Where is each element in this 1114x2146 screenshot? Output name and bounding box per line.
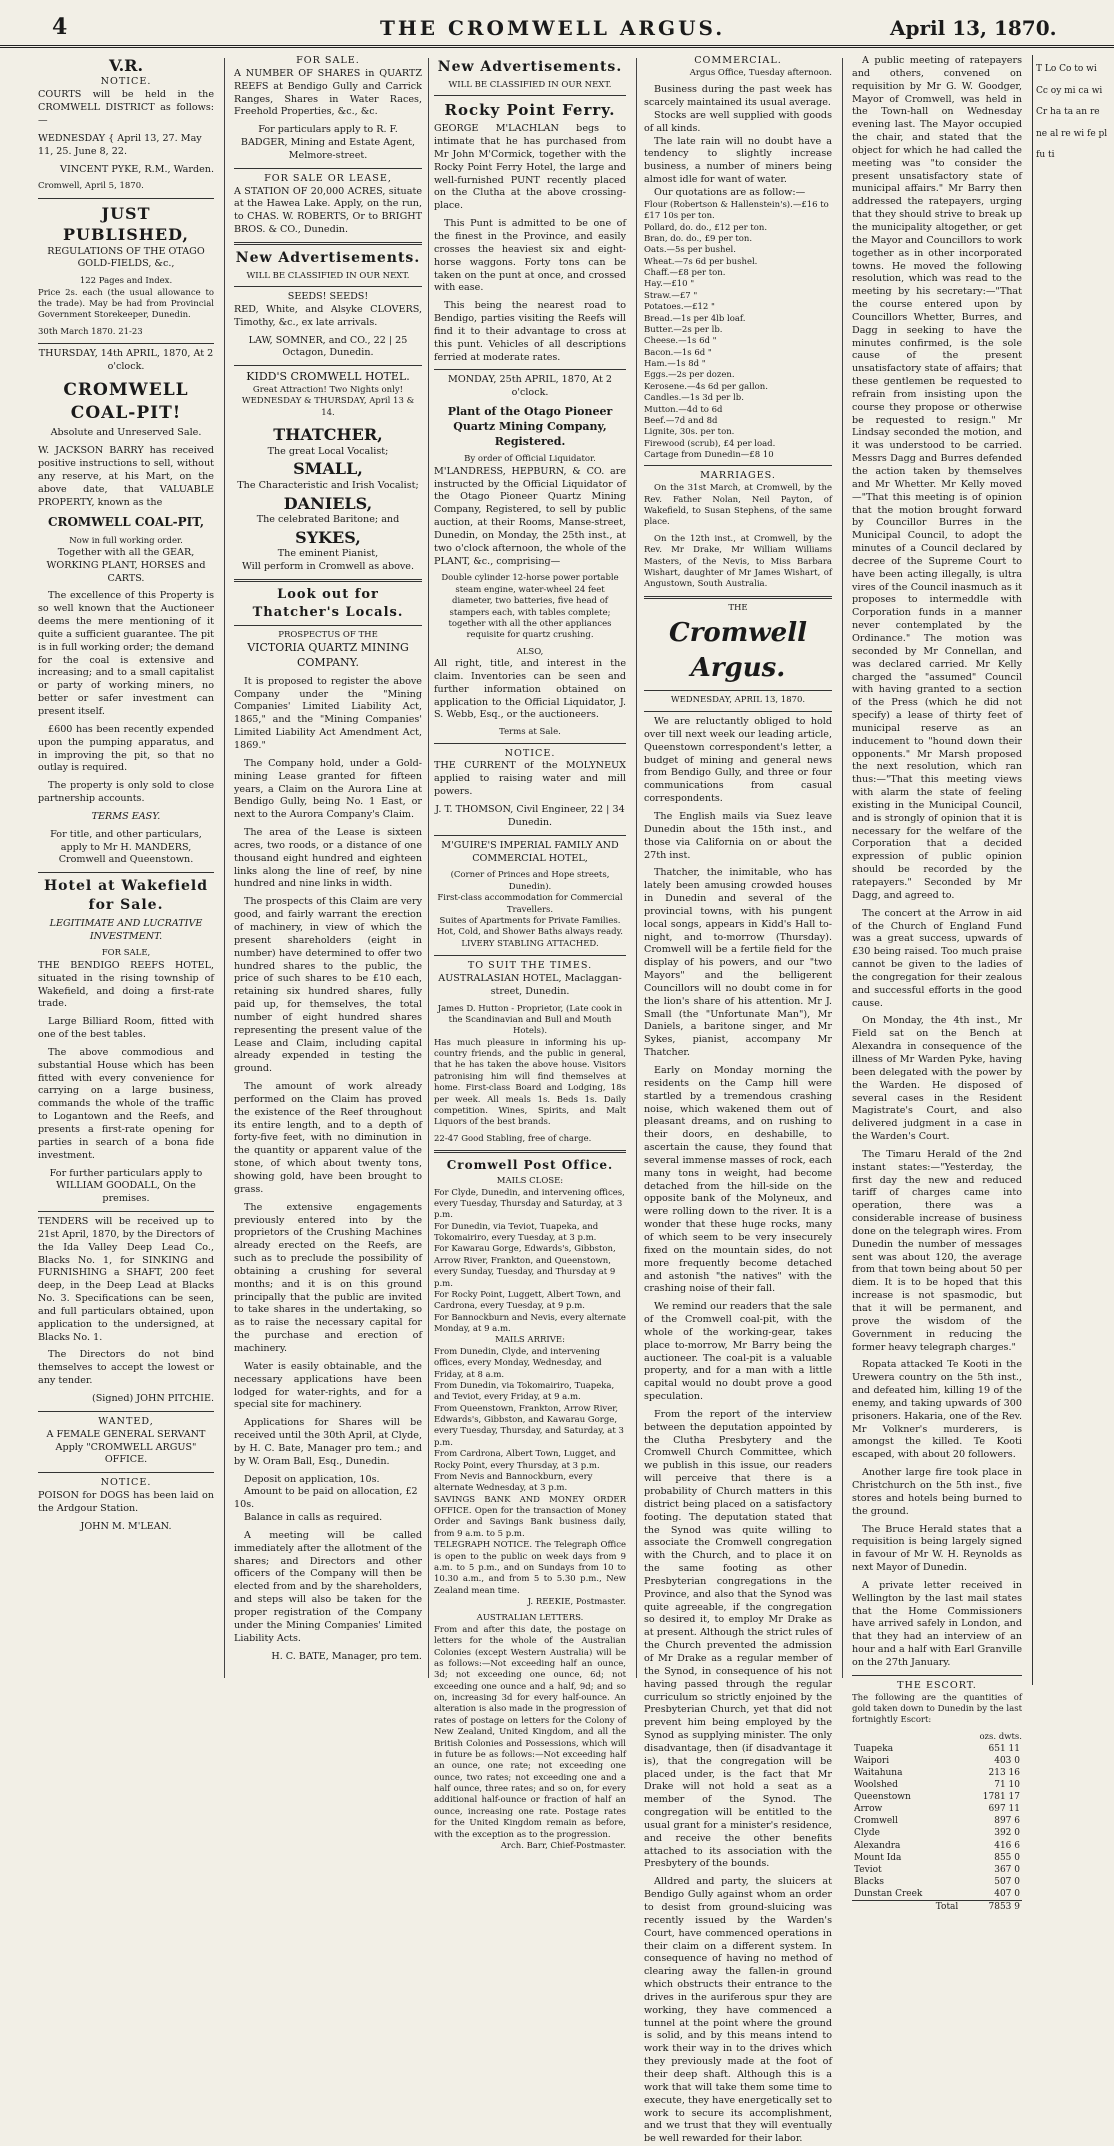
seeds-heading: SEEDS! SEEDS! <box>287 291 369 303</box>
editorial-p7: Alldred and party, the sluicers at Bendigo Gully against whom an order to desist from ground-sluicing was recently issued by the Warden's Court, have commenced operations in their claim on a different system. In consequence of having no method of clearing away the fallen-in ground which obstructs their entrance to the drives in the auriferous spur they are working, they have commenced a tunnel at the point where the ground is solid, and by this means intend to work their way in to the drives which they previously made at the foot of their deep shaft. Although this is a work that will take them some time to execute, they have energetically set to work to secure its accomplishment, and we trust that they will eventually be well rewarded for their labor. <box>644 1876 832 2145</box>
table-row: Woolshed 71 10 <box>854 1780 1020 1791</box>
editorial-p4: Early on Monday morning the residents on the Camp hill were startled by a tremendous crashing noise, which wakened them out of pleasant dreams, and on rushing to their doors, en deshabille, to ascertain the cause, they found that several immense masses of rock, each many tons in weight, had become detached from the hill-side on the opposite bank of the Molyneux, and were rolling down to the river. It is a wonder that these huge rocks, many of which seem to be very insecurely fixed on the mountain sides, do not more frequently become detached and astonish "the natives" with the crashing noise of their fall. <box>644 1065 832 1295</box>
meeting-text: A meeting will be called immediately after the allotment of the shares; and Directors and other officers of the Company will then be elected from and by the shareholders, and steps will also be taken for the proper registration of the Company under the Mining Companies' Limited Liability Acts. <box>234 1529 422 1644</box>
commercial-heading: COMMERCIAL. <box>694 55 782 66</box>
warden-signature: VINCENT PYKE, R.M., Warden. <box>60 163 214 175</box>
australasian-hotel: AUSTRALASIAN HOTEL, Maclaggan-street, Dunedin. <box>438 972 622 997</box>
also-label: ALSO, <box>516 646 544 657</box>
columns <box>0 55 1114 2145</box>
classified-note: WILL BE CLASSIFIED IN OUR NEXT. <box>448 79 612 90</box>
column-4 <box>640 55 836 2145</box>
sykes-desc: The eminent Pianist, <box>277 548 379 560</box>
mguires-hotel: M'GUIRE'S IMPERIAL FAMILY AND COMMERCIAL HOTEL, <box>441 839 619 864</box>
price-item: Butter.—2s per lb. <box>644 324 723 335</box>
mail-arrive-4: From Cardrona, Albert Town, Lugget, and Rocky Point, every Thursday, at 3 p.m. <box>434 1449 616 1471</box>
table-row: Queenstown 1781 17 <box>854 1792 1020 1803</box>
billiard-room: Large Billiard Room, fitted with one of the best tables. <box>38 1016 214 1041</box>
column-1 <box>34 55 218 1680</box>
mail-close-2: For Dunedin, via Teviot, Tuapeka, and Tokomairiro, every Tuesday, at 3 p.m. <box>434 1221 599 1243</box>
mlachlan-notice: GEORGE M'LACHLAN begs to intimate that he has purchased from Mr John M'Cormick, together with the Rocky Point Ferry Hotel, the large and well-furnished PUNT recently placed on the Clutha at the above crossing-place. <box>434 123 626 212</box>
shares-ad: A NUMBER OF SHARES in QUARTZ REEFS at Bendigo Gully and Carrick Ranges, Shares in Water Races, Freehold Properties, &c., &c. <box>234 67 422 118</box>
mlean-signature: JOHN M. M'LEAN. <box>80 1520 172 1532</box>
table-row: Waipori 403 0 <box>854 1756 1020 1767</box>
kidds-hotel-heading: KIDD'S CROMWELL HOTEL. <box>246 370 410 384</box>
stabling-note: 22-47 Good Stabling, free of charge. <box>434 1133 592 1144</box>
law-somner: LAW, SOMNER, and CO., 22 | 25 Octagon, Dunedin. <box>248 334 408 359</box>
published-heading: JUST PUBLISHED, <box>63 203 189 245</box>
price-item: Flour (Robertson & Hallenstein's).—£16 to £17 10s per ton. <box>644 199 829 222</box>
badger-apply: For particulars apply to R. F. BADGER, Mining and Estate Agent, Melmore-street. <box>240 124 416 161</box>
wanted-heading: WANTED, <box>98 1415 154 1427</box>
table-row: Dunstan Creek 407 0 <box>854 1888 1020 1899</box>
price-note: Price 2s. each (the usual allowance to the trade). May be had from Provincial Government Storekeeper, Dunedin. <box>38 287 214 321</box>
price-item: Bran, do. do., £9 per ton. <box>644 233 753 244</box>
editorial-p2: The English mails via Suez leave Dunedin about the 15th inst., and those via California on or about the 27th inst. <box>644 810 832 861</box>
marriage-1: On the 31st March, at Cromwell, by the Rev. Father Nolan, Neil Payton, of Wakefield, to Susan Stephens, of the same place. <box>644 483 832 528</box>
mails-close-label: MAILS CLOSE: <box>496 1176 564 1187</box>
escort-table <box>852 1743 1022 1913</box>
thomson-signature: J. T. THOMSON, Civil Engineer, 22 | 34 Dunedin. <box>435 804 625 828</box>
table-row: Alexandra 416 6 <box>854 1840 1020 1851</box>
partnership-text: The property is only sold to close partnership accounts. <box>38 780 214 805</box>
pounds-text: £600 has been recently expended upon the pumping apparatus, and in improving the pit, so that no outlay is required. <box>38 723 214 774</box>
performance-dates: WEDNESDAY & THURSDAY, April 13 & 14. <box>241 396 415 418</box>
cut-off-text: T Lo Co to wi Cc oy mi ca wi Cr ha ta an re ne al re wi fe pl fu ti <box>1036 64 1108 161</box>
ratepayers-meeting: A public meeting of ratepayers and others, convened on requisition by Mr G. W. Goodger, Mayor of Cromwell, was held in the Town-hall on Wednesday evening last. The Mayor occupied the chair, and stated that the object for which he had called the meeting was "to consider the present unsatisfactory state of municipal affairs." Mr Barry then addressed the ratepayers, urging that they should strive to break up the municipality altogether, or get the Mayor and Councillors to work together as in other incorporated towns. He moved the following resolution, which was read to the meeting by his secretary:—"That the course entered upon by Councillors Whetter, Burres, and Dagg in seeking to have the minutes confirmed, is the sole cause of the present unsatisfactory state of affairs; that these gentlemen be requested to refrain from insisting upon the course they propose or otherwise be requested to resign." Mr Lindsay seconded the motion, and it was understood to be carried. Messrs Dagg and Burres defended the action taken by themselves and Mr Whetter. Mr Kelly moved—"That this meeting is of opinion that the motion brought forward by Councillor Burres in the Municipal Council, to adopt the minutes of a Council declared by decree of the Supreme Court to have been acting illegally, is ultra vires of the Council inasmuch as it proposes to intermeddle with Corporation funds in a manner never contemplated by the Ordinance." The motion was seconded by Mr Connellan, and was declared carried. Mr Kelly charged the "assumed" Council with having granted to a section of the Press (which he did not specify) a lease of thirty feet of municipal reserve as an inducement to "hound down their opponents." Mr Marsh proposed the next resolution, which ran thus:—"That this meeting views with alarm the state of feeling existing in the Municipal Council, and is strongly of opinion that it is necessary for the welfare of the Corporation that a decided expression of public opinion should be recorded by the ratepayers." Seconded by Mr Dagg, and agreed to. <box>852 55 1022 901</box>
hutton-notice: Has much pleasure in informing his up-country friends, and the public in general, that he has taken the above house. Visitors patronising him will find themselves at home. First-class Board and Lodging, 18s per week. All meals 1s. Beds 1s. Daily competition. Wines, Spirits, and Malt Liquors of the best brands. <box>434 1037 626 1128</box>
daniels-desc: The celebrated Baritone; and <box>256 514 400 526</box>
terms-sale: Terms at Sale. <box>499 727 561 738</box>
liquidator-order: By order of Official Liquidator. <box>464 454 596 465</box>
argus-office: Argus Office, Tuesday afternoon. <box>689 67 832 78</box>
tenders-notice: TENDERS will be received up to 21st April, 1870, by the Directors of the Ida Valley Deep Lead Co., Blacks No. 1, for SINKING and FURNISHING a SHAFT, 200 feet deep, in the Deep Lead at Blacks No. 3. Specifications can be seen, and full particulars obtained, upon application to the undersigned, at Blacks No. 1. <box>38 1216 214 1343</box>
mail-close-4: For Rocky Point, Luggett, Albert Town, and Cardrona, every Tuesday, at 9 p.m. <box>434 1289 621 1312</box>
auction-date: MONDAY, 25th APRIL, 1870, At 2 o'clock. <box>448 374 612 399</box>
bendigo-hotel: THE BENDIGO REEFS HOTEL, situated in the rising township of Wakefield, and doing a first-rate trade. <box>38 959 214 1010</box>
price-date: 30th March 1870. 21-23 <box>38 326 143 337</box>
punt-text: This Punt is admitted to be one of the finest in the Province, and easily crosses the heaviest six and eight-horse waggons. Forty tons can be taken on the punt at once, and crossed with ease. <box>434 218 626 294</box>
regulations-title: REGULATIONS OF THE OTAGO GOLD-FIELDS, &c., <box>47 245 205 270</box>
price-item: Bread.—1s per 4lb loaf. <box>644 313 746 324</box>
christchurch-fire: Another large fire took place in Christchurch on the 5th inst., five stores and hotels being burned to the ground. <box>852 1467 1022 1517</box>
prospectus-p4: The prospects of this Claim are very good, and fairly warrant the erection of machinery, in view of which the present shareholders (eight in number) have determined to offer two hundred shares to the public, the price of such shares to be £10 each, retaining six hundred shares, fully paid up, for themselves, the total number of eight hundred shares representing the present value of the Lease and Claim, including capital already expended in testing the ground. <box>234 896 422 1075</box>
coalpit-heading: CROMWELL COAL-PIT! <box>63 379 189 423</box>
daniels-name: DANIELS, <box>283 493 373 513</box>
small-name: SMALL, <box>293 459 363 479</box>
new-advertisements-heading: New Advertisements. <box>437 59 623 75</box>
column-5 <box>848 55 1026 1912</box>
australian-letters: From and after this date, the postage on letters for the whole of the Australian Colonies (except Western Australia) will be as follows:—Not exceeding half an ounce, 3d; not exceeding one ounce, 6d; not exceeding one ounce and a half, 9d; and so on, increasing 3d for every half-ounce. An alteration is also made in the progression of rates of postage on letters for the Colony of New Zealand, United Kingdom, and all the British Colonies and Possessions, which will in future be as follows:—Not exceeding half an ounce, one rate; not exceeding one ounce, two rates; not exceeding one and a half ounce, three rates; and so on, for every additional half-ounce or fraction of half an ounce, increasing one rate. Postage rates for the United Kingdom remain as before, with the exception as to the progression. <box>434 1624 626 1840</box>
hotel-heading: Hotel at Wakefield for Sale. <box>43 878 209 914</box>
small-desc: The Characteristic and Irish Vocalist; <box>237 479 419 491</box>
commercial-stocks: Stocks are well supplied with goods of all kinds. <box>644 109 832 134</box>
editorial-masthead: Cromwell Argus. <box>669 618 807 683</box>
amount-line: Amount to be paid on allocation, £2 10s. <box>234 1486 418 1511</box>
commercial-business: Business during the past week has scarcely maintained its usual average. <box>644 84 832 109</box>
clovers-ad: RED, White, and Alsyke CLOVERS, Timothy, &c., ex late arrivals. <box>234 303 422 328</box>
mail-close-5: For Bannockburn and Nevis, every alternate Monday, at 9 a.m. <box>434 1312 626 1334</box>
hotel-corner: (Corner of Princes and Hope streets, Dunedin). <box>450 870 610 892</box>
station-ad: A STATION OF 20,000 ACRES, situate at the Hawea Lake. Apply, on the run, to CHAS. W. ROBERTS, Or to BRIGHT BROS. & CO., Dunedin. <box>234 185 422 236</box>
editorial-p5: We remind our readers that the sale of the Cromwell coal-pit, with the whole of the working-gear, takes place to-morrow, Mr Barry being the auctioneer. The coal-pit is a valuable property, and for a man with a little capital would no doubt prove a good speculation. <box>644 1301 832 1403</box>
classified-note: WILL BE CLASSIFIED IN OUR NEXT. <box>246 270 410 281</box>
table-row: Mount Ida 855 0 <box>854 1852 1020 1863</box>
table-row: Teviot 367 0 <box>854 1864 1020 1875</box>
right-title: All right, title, and interest in the claim. Inventories can be seen and further information obtained on application to the Official Liquidator, J. S. Webb, Esq., or the auctioneers. <box>434 658 626 721</box>
price-item: Wheat.—7s 6d per bushel. <box>644 256 758 267</box>
barr-signature: Arch. Barr, Chief-Postmaster. <box>500 1840 626 1851</box>
price-item: Oats.—5s per bushel. <box>644 245 736 256</box>
courts-notice: COURTS will be held in the CROMWELL DISTRICT as follows:— <box>38 89 214 126</box>
hutton-proprietor: James D. Hutton - Proprietor, (Late cook in the Scandinavian and Bull and Mouth Hotels). <box>437 1003 623 1037</box>
post-office-heading: Cromwell Post Office. <box>446 1158 614 1173</box>
landress-notice: M'LANDRESS, HEPBURN, & CO. are instructed by the Official Liquidator of the Otago Pioneer Quartz Mining Company, Registered, to sell by public auction, at their Rooms, Manse-street, Dunedin, on Monday, the 25th inst., at two o'clock afternoon, the whole of the PLANT, &c., comprising— <box>434 465 626 567</box>
escort-heading: THE ESCORT. <box>897 1679 977 1691</box>
reekie-signature: J. REEKIE, Postmaster. <box>527 1597 626 1607</box>
sale-date: THURSDAY, 14th APRIL, 1870, At 2 o'clock. <box>38 348 214 372</box>
table-row: Waitahuna 213 16 <box>854 1768 1020 1779</box>
price-item: Chaff.—£8 per ton. <box>644 268 726 279</box>
column-3 <box>430 55 630 1851</box>
price-item: Cartage from Dunedin—£8 10 <box>644 450 774 461</box>
pitchie-signature: (Signed) JOHN PITCHIE. <box>91 1393 214 1405</box>
mail-arrive-5: From Nevis and Bannockburn, every alternate Wednesday, at 3 p.m. <box>434 1471 593 1494</box>
escort-unit: ozs. dwts. <box>979 1731 1022 1742</box>
price-item: Beef.—7d and 8d <box>644 415 718 426</box>
new-advertisements-heading: New Advertisements. <box>235 249 421 266</box>
thatcher-name: THATCHER, <box>273 425 383 445</box>
gear-note: Together with all the GEAR, WORKING PLANT, HORSES and CARTS. <box>46 546 206 584</box>
prospectus-p5: The amount of work already performed on the Claim has proved the existence of the Reef throughout its entire length, and to a depth of forty-five feet, with no diminution in the quantity or apparent value of the stone, of which about twenty tons, showing gold, have been brought to grass. <box>234 1081 422 1195</box>
commodious-house: The above commodious and substantial House which has been fitted with every convenience for carrying on a large business, commands the whole of the traffic to Logantown and the Reefs, and presents a first-rate opening for parties in search of a bona fide investment. <box>38 1046 214 1161</box>
bruce-herald: The Bruce Herald states that a requisition is being largely signed in favour of Mr W. H. Reynolds as next Mayor of Dunedin. <box>852 1523 1022 1574</box>
notice2-heading: NOTICE. <box>100 1477 152 1489</box>
forsale-heading: FOR SALE. <box>296 55 360 66</box>
mail-close-3: For Kawarau Gorge, Edwards's, Gibbston, Arrow River, Frankton, and Queenstown, every Sunday, Tuesday, and Thursday at 9 p.m. <box>434 1244 616 1289</box>
royal-cipher: V.R. <box>108 56 144 75</box>
table-row: Arrow 697 11 <box>854 1804 1020 1815</box>
prospectus-p2: The Company hold, under a Gold-mining Lease granted for fifteen years, a Claim on the Aurora Line at Bendigo Gully, being No. 1 East, or next to the Aurora Company's Claim. <box>234 757 422 821</box>
price-item: Lignite, 30s. per ton. <box>644 427 735 438</box>
table-row: Clyde 392 0 <box>854 1828 1020 1839</box>
price-item: Eggs.—2s per dozen. <box>644 370 735 381</box>
notice-heading: NOTICE. <box>100 76 152 88</box>
mails-arrive-label: MAILS ARRIVE: <box>495 1335 565 1346</box>
the-label: THE <box>728 602 748 613</box>
working-order: Now in full working order. <box>69 535 183 546</box>
editorial-p3: Thatcher, the inimitable, who has lately been amusing crowded houses in Dunedin and several of the provincial towns, with his pungent local songs, appears in Kidd's Hall to-night, and to-morrow (Thursday). Cromwell will be a fertile field for the display of his powers, and our "two Mayors" and the belligerent Councillors will no doubt come in for the lion's share of his attention. Mr J. Small (the "Unfortunate Man"), Mr Daniels, a baritone singer, and Mr Sykes, pianist, accompany Mr Thatcher. <box>644 867 832 1059</box>
issue-date: April 13, 1870. <box>890 16 1057 40</box>
pages-note: 122 Pages and Index. <box>79 276 173 287</box>
prospectus-p7: Water is easily obtainable, and the necessary applications have been lodged for water-rights, and for a special site for machinery. <box>234 1360 422 1411</box>
price-item: Ham.—1s 8d " <box>644 359 706 370</box>
marriage-2: On the 12th inst., at Cromwell, by the Rev. Mr Drake, Mr William Williams Masters, of the Nevis, to Miss Barbara Wishart, daughter of Mr James Wishart, of Angustown, South Australia. <box>644 533 832 590</box>
editorial-p1: We are reluctantly obliged to hold over till next week our leading article, Queenstown correspondent's letter, a budget of mining and general news from Bendigo Gully, and three or four communications from casual correspondents. <box>644 716 832 805</box>
price-item: Candles.—1s 3d per lb. <box>644 393 744 404</box>
prospectus-p8: Applications for Shares will be received until the 30th April, at Clyde, by H. C. Bate, Manager pro tem.; and by W. Oram Ball, Esq., Dunedin. <box>234 1417 422 1467</box>
page-number: 4 <box>52 14 68 40</box>
victoria-company: VICTORIA QUARTZ MINING COMPANY. <box>247 641 409 670</box>
suites-note: Suites of Apartments for Private Families. <box>439 915 621 926</box>
price-item: Bacon.—1s 6d " <box>644 347 712 358</box>
excellence-text: The excellence of this Property is so well known that the Auctioneer deems the mere mentioning of it quite a sufficient guarantee. The pit is in full working order; the demand for the coal is extensive and increasing; and to a small capitalist or party of working miners, no better or safer investment can present itself. <box>38 590 214 718</box>
prospectus-p6: The extensive engagements previously entered into by the proprietors of the Crushing Machines already erected on the Reefs, are such as to preclude the possibility of obtaining a crushing for several months; and it is on this ground principally that the public are invited to take shares in the undertaking, so as to raise the necessary capital for the purchase and erection of machinery. <box>234 1201 422 1354</box>
rocky-point-heading: Rocky Point Ferry. <box>444 101 616 120</box>
masthead <box>0 0 1114 48</box>
bate-signature: H. C. BATE, Manager, pro tem. <box>271 1650 422 1662</box>
column-2 <box>230 55 426 1680</box>
baths-note: Hot, Cold, and Shower Baths always ready. <box>437 927 623 938</box>
jackson-notice: W. JACKSON BARRY has received positive instructions to sell, without any reserve, at his Mart, on the above date, that VALUABLE PROPERTY, known as the <box>38 445 214 508</box>
alexandra-bench: On Monday, the 4th inst., Mr Field sat on the Bench at Alexandra in consequence of the illness of Mr Warden Pyke, having been delegated with the power by the Warden. He disposed of several cases in the Resident Magistrate's Court, and also delivered judgment in a case in the Warden's Court. <box>852 1015 1022 1143</box>
price-item: Potatoes.—£12 " <box>644 302 715 313</box>
deposit-line: Deposit on application, 10s. <box>244 1473 380 1485</box>
price-item: Straw.—£7 " <box>644 290 698 301</box>
escort-intro: The following are the quantities of gold taken down to Dunedin by the last fortnightly Escort: <box>852 1692 1022 1726</box>
prospectus-p1: It is proposed to register the above Company under the "Mining Companies' Limited Liability Act, 1865," and the "Mining Companies' Limited Liability Act Amendment Act, 1869." <box>234 675 422 752</box>
price-item: Pollard, do. do., £12 per ton. <box>644 222 768 233</box>
price-list <box>644 200 832 462</box>
wellington-letter: A private letter received in Wellington by the last mail states that the Home Commissioners have arrived safely in London, and that they had an interview of an hour and a half with Earl Granville on the 27th January. <box>852 1579 1022 1668</box>
editorial-date: WEDNESDAY, APRIL 13, 1870. <box>670 694 806 705</box>
savings-bank: SAVINGS BANK AND MONEY ORDER OFFICE. Open for the transaction of Money Order and Savings Bank business daily, from 9 a.m. to 5 p.m. <box>434 1494 626 1539</box>
nearest-road: This being the nearest road to Bendigo, parties visiting the Reefs will find it to their advantage to cross at this punt. Vehicles of all descriptions ferried at moderate rates. <box>434 300 626 363</box>
notice-heading: NOTICE. <box>504 747 556 759</box>
sykes-name: SYKES, <box>295 528 361 548</box>
telegraph-notice: TELEGRAPH NOTICE. The Telegraph Office is open to the public on week days from 9 a.m. to 5 p.m., and on Sundays from 10 to 10.30 a.m., and from 5 to 5.30 p.m., New Zealand mean time. <box>434 1540 626 1596</box>
australian-letters-heading: AUSTRALIAN LETTERS. <box>476 1613 584 1624</box>
firstclass-note: First-class accommodation for Commercial Travellers. <box>437 893 623 915</box>
title-apply: For title, and other particulars, apply to Mr H. MANDERS, Cromwell and Queenstown. <box>50 828 202 866</box>
te-kooti-report: Ropata attacked Te Kooti in the Urewera country on the 5th inst., and defeated him, killing 19 of the enemy, and taking upwards of 300 prisoners. Hakaria, one of the Rev. Mr Volkner's murderers, is amongst the killed. Te Kooti escaped, with about 20 followers. <box>852 1359 1022 1461</box>
thatcher-desc: The great Local Vocalist; <box>267 445 389 457</box>
notice-date: Cromwell, April 5, 1870. <box>38 181 144 192</box>
table-row: Tuapeka 651 11 <box>854 1744 1020 1755</box>
lease-heading: FOR SALE OR LEASE, <box>264 172 392 184</box>
mail-arrive-1: From Dunedin, Clyde, and intervening offices, every Monday, Wednesday, and Friday, at 8 a.m. <box>434 1346 602 1380</box>
directors-note: The Directors do not bind themselves to accept the lowest or any tender. <box>38 1349 214 1387</box>
price-item: Cheese.—1s 6d " <box>644 336 717 347</box>
plant-heading: Plant of the Otago Pioneer Quartz Mining Company, Registered. <box>447 405 613 448</box>
marriages-heading: MARRIAGES. <box>700 470 776 482</box>
court-dates: WEDNESDAY { April 13, 27. May 11, 25. June 8, 22. <box>38 132 202 157</box>
mail-arrive-2: From Dunedin, via Tokomairiro, Tuapeka, and Teviot, every Friday, at 9 a.m. <box>434 1380 615 1403</box>
table-total-row: Total 7853 9 <box>852 1900 1022 1913</box>
timaru-herald: The Timaru Herald of the 2nd instant states:—"Yesterday, the first day the new and reduced tariff of charges came into operation, there was a considerable increase of business done on the telegraph wires. From Dunedin the number of messages sent was about 120, the average from that town being about 50 per diem. It is to be hoped that this increase is not spasmodic, but that it will be permanent, and prove the wisdom of the Government in reducing the former heavy telegraph charges." <box>852 1148 1022 1353</box>
commercial-quotations: Our quotations are as follow:— <box>654 186 806 198</box>
arrow-concert: The concert at the Arrow in aid of the Church of England Fund was a great success, upwards of £30 being raised. Too much praise cannot be given to the ladies of the congregation for their zealous and successful efforts in the good cause. <box>852 907 1022 1009</box>
editorial-p6: From the report of the interview between the deputation appointed by the Clutha Presbytery and the Cromwell Church Committee, which we publish in this issue, our readers will perceive that there is a probability of Church matters in this district being placed on a satisfactory footing. The deputation stated that the Synod was quite willing to associate the Cromwell congregation with the Church, and to place it on the same footing as other Presbyterian congregations in the Province, and also that the Synod was quite agreeable, if the congregation so desired it, to employ Mr Drake as at present. Although the strict rules of the Church prevented the admission of Mr Drake as a regular member of the Synod, in consequence of his not having passed through the regular curriculum so strictly enjoined by the Presbyterian Church, yet that did not prevent him being employed by the Synod as supplying minister. The only disadvantage, then (if disadvantage it is), that the congregation will be placed under, is the fact that Mr Drake will not hold a seat as a member of the Synod. The congregation will be entitled to the usual grant for a minister's residence, and receive the other benefits attached to its association with the Presbytery of the bounds. <box>644 1408 832 1870</box>
absolute-sale: Absolute and Unreserved Sale. <box>50 427 202 439</box>
commercial-rain: The late rain will no doubt have a tendency to slightly increase business, a number of miners being almost idle for want of water. <box>644 135 832 186</box>
lookout-heading: Look out for Thatcher's Locals. <box>252 587 404 620</box>
for-sale-label: FOR SALE, <box>101 948 151 959</box>
prospectus-p3: The area of the Lease is sixteen acres, two roods, or a distance of one thousand eight hundred and eighteen links along the line of reef, by nine hundred and nine links in width. <box>234 827 422 890</box>
great-attraction: Great Attraction! Two Nights only! <box>252 385 404 396</box>
newspaper-title: THE CROMWELL ARGUS. <box>380 16 726 40</box>
price-item: Mutton.—4d to 6d <box>644 404 723 415</box>
prospectus-label: PROSPECTUS OF THE <box>278 629 378 640</box>
livery-note: LIVERY STABLING ATTACHED. <box>461 938 599 949</box>
suit-times-heading: TO SUIT THE TIMES. <box>467 960 593 972</box>
engine-description: Double cylinder 12-horse power portable steam engine, water-wheel 24 feet diameter, two batteries, five head of stampers each, with tables complete; together with all the other appliances requisite for quartz crushing. <box>441 573 619 641</box>
price-item: Hay.—£10 " <box>644 279 695 290</box>
servant-ad: A FEMALE GENERAL SERVANT Apply "CROMWELL ARGUS" OFFICE. <box>46 1428 206 1466</box>
poison-notice: POISON for DOGS has been laid on the Ardgour Station. <box>38 1490 214 1514</box>
table-row: Cromwell 897 6 <box>854 1816 1020 1827</box>
mail-close-1: For Clyde, Dunedin, and intervening offices, every Tuesday, Thursday and Saturday, at 3 p.m. <box>434 1187 625 1221</box>
terms-easy: TERMS EASY. <box>91 810 161 822</box>
adjacent-page-edge <box>1032 55 1114 1685</box>
price-item: Firewood (scrub), £4 per load. <box>644 438 776 449</box>
balance-line: Balance in calls as required. <box>244 1512 383 1524</box>
molyneux-notice: THE CURRENT of the MOLYNEUX applied to raising water and mill powers. <box>434 760 626 798</box>
legitimate: LEGITIMATE AND LUCRATIVE INVESTMENT. <box>49 917 203 942</box>
mail-arrive-3: From Queenstown, Frankton, Arrow River, Edwards's, Gibbston, and Kawarau Gorge, every Tuesday, Thursday, and Saturday, at 3 p.m. <box>434 1403 624 1448</box>
coalpit-name: CROMWELL COAL-PIT, <box>47 515 205 530</box>
perform-note: Will perform in Cromwell as above. <box>241 561 415 573</box>
table-row: Blacks 507 0 <box>854 1876 1020 1887</box>
price-item: Kerosene.—4s 6d per gallon. <box>644 381 768 392</box>
goodall-apply: For further particulars apply to WILLIAM GOODALL, On the premises. <box>49 1167 203 1205</box>
